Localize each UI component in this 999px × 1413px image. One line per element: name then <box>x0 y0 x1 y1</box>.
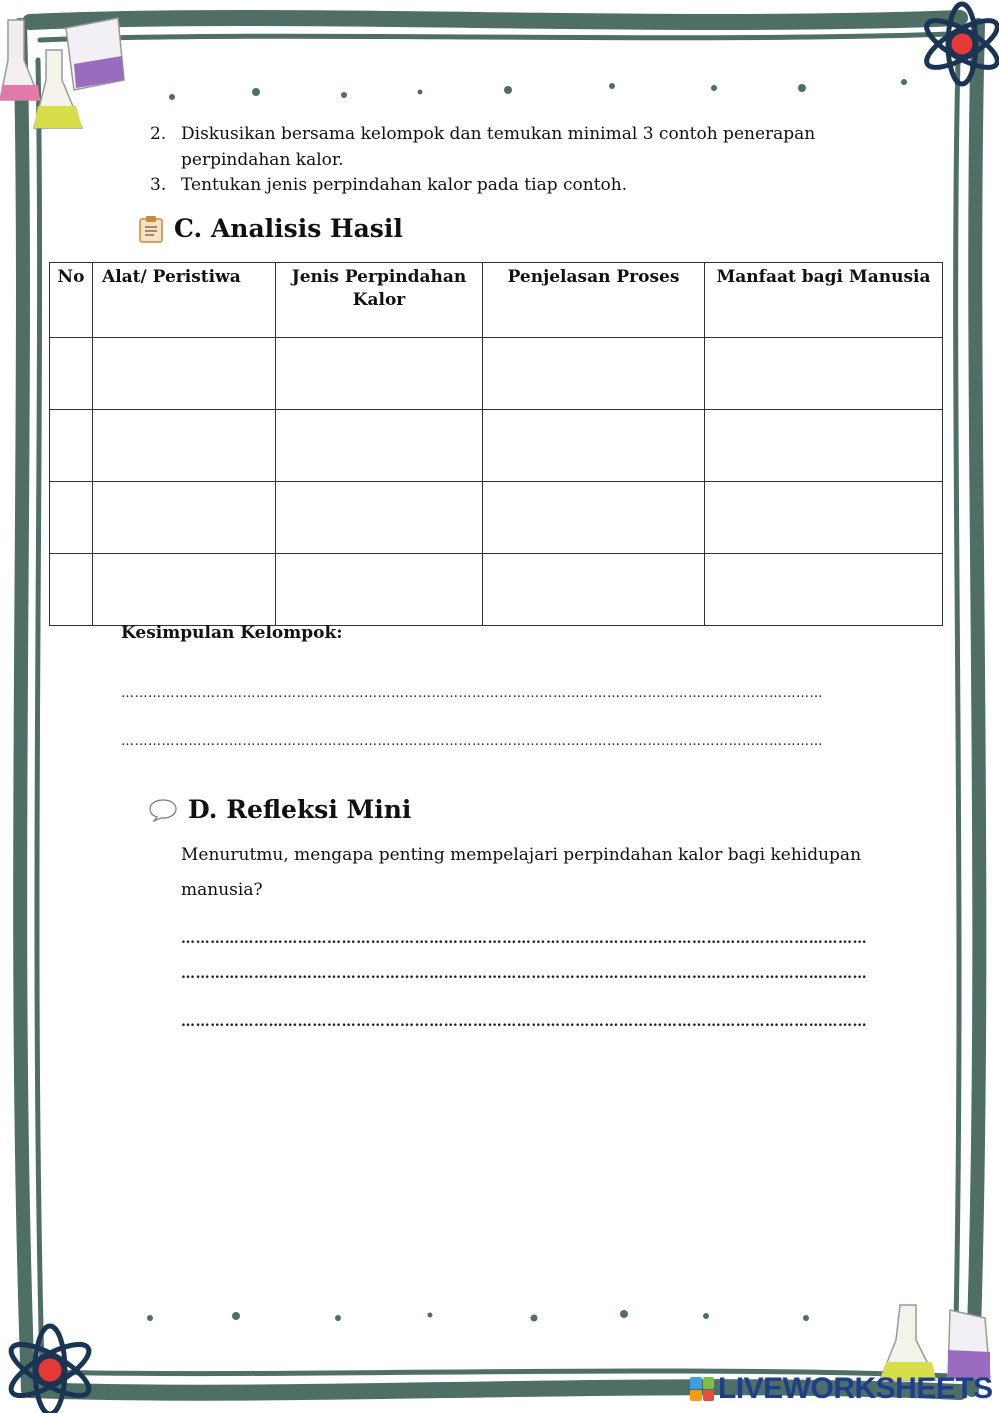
table-cell[interactable] <box>276 338 483 410</box>
table-cell[interactable] <box>93 338 276 410</box>
table-cell[interactable] <box>93 554 276 626</box>
table-cell[interactable] <box>705 482 943 554</box>
instruction-text: Tentukan jenis perpindahan kalor pada tiap contoh. <box>181 175 628 195</box>
liveworksheets-logo-icon <box>690 1377 714 1401</box>
table-cell[interactable] <box>50 554 93 626</box>
table-cell[interactable] <box>483 554 705 626</box>
table-cell[interactable] <box>50 482 93 554</box>
speech-bubble-icon <box>148 798 178 822</box>
table-header-manfaat: Manfaat bagi Manusia <box>705 263 943 338</box>
table-header-row <box>50 263 943 338</box>
table-cell[interactable] <box>276 482 483 554</box>
table-cell[interactable] <box>705 338 943 410</box>
reflection-question: Menurutmu, mengapa penting mempelajari perpindahan kalor bagi kehidupan manusia? <box>181 845 862 900</box>
table-cell[interactable] <box>705 410 943 482</box>
table-cell[interactable] <box>276 554 483 626</box>
table-cell[interactable] <box>276 410 483 482</box>
liveworksheets-logo <box>690 1372 993 1406</box>
table-row <box>50 482 943 554</box>
answer-line[interactable]: …………………………………………………………………………………………………………………………… <box>181 931 867 947</box>
answer-line[interactable]: …………………………………………………………………………………………………………………………… <box>181 966 867 982</box>
answer-line[interactable]: …………………………………………………………………………………………………………………………… <box>181 1014 867 1030</box>
conclusion-line[interactable]: ………………………………………………………………………………………………………………………………………… <box>121 734 823 749</box>
section-d-title <box>148 795 411 824</box>
table-header-no: No <box>50 263 93 338</box>
instruction-number: 2. <box>150 124 167 144</box>
table-cell[interactable] <box>50 410 93 482</box>
table-header-jenis: Jenis Perpindahan Kalor <box>276 263 483 338</box>
clipboard-icon <box>138 215 164 243</box>
table-header-alat: Alat/ Peristiwa <box>93 263 276 338</box>
instruction-number: 3. <box>150 175 167 195</box>
instruction-text: Diskusikan bersama kelompok dan temukan minimal 3 contoh penerapan perpindahan kalor. <box>181 124 816 170</box>
table-cell[interactable] <box>50 338 93 410</box>
conclusion-line[interactable]: ………………………………………………………………………………………………………………………………………… <box>121 686 823 701</box>
table-cell[interactable] <box>705 554 943 626</box>
table-row <box>50 410 943 482</box>
table-header-penjelasan: Penjelasan Proses <box>483 263 705 338</box>
section-c-title-text: C. Analisis Hasil <box>174 214 403 243</box>
logo-text: LIVEWORKSHEETS <box>718 1372 993 1405</box>
conclusion-label: Kesimpulan Kelompok: <box>121 623 343 643</box>
table-cell[interactable] <box>483 482 705 554</box>
table-cell[interactable] <box>93 410 276 482</box>
table-row <box>50 338 943 410</box>
table-cell[interactable] <box>93 482 276 554</box>
section-c-title <box>138 214 403 243</box>
table-cell[interactable] <box>483 410 705 482</box>
section-d-title-text: D. Refleksi Mini <box>188 795 412 824</box>
analysis-table <box>49 262 943 626</box>
table-row <box>50 554 943 626</box>
table-cell[interactable] <box>483 338 705 410</box>
